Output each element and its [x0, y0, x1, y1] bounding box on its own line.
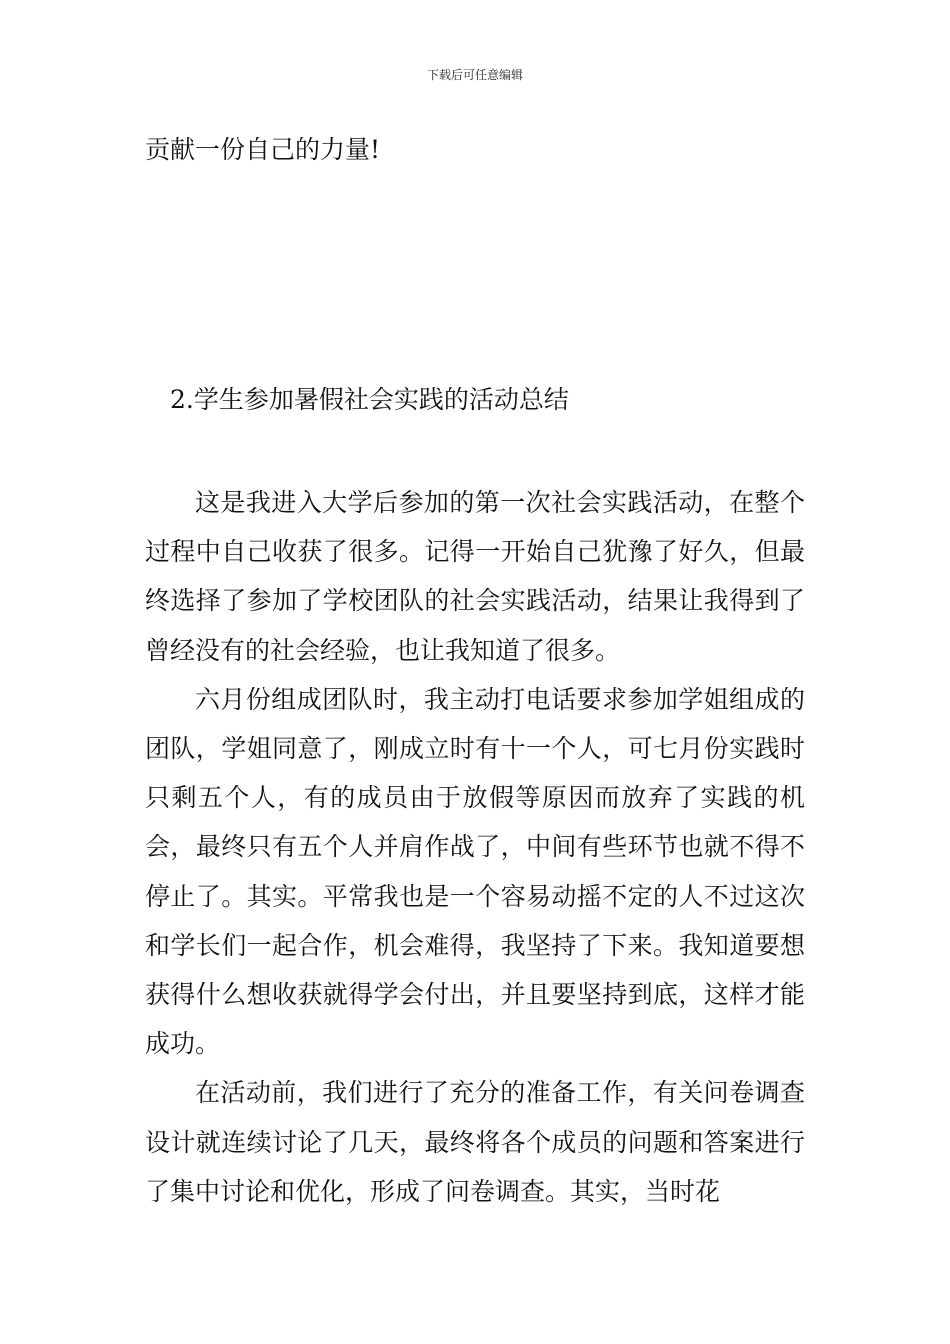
paragraph-2: 六月份组成团队时，我主动打电话要求参加学姐组成的团队，学姐同意了，刚成立时有十一个人，可七月份实践时只剩五个人，有的成员由于放假等原因而放弃了实践的机会，最终只有五个人并肩作战了，中间有些环节也就不得不停止了。其实。平常我也是一个容易动摇不定的人不过这次和学长们一起合作，机会难得，我坚持了下来。我知道要想获得什么想收获就得学会付出，并且要坚持到底，这样才能成功。	[145, 684, 805, 1059]
continued-text-fragment: 贡献一份自己的力量!	[145, 135, 381, 164]
paragraph-1: 这是我进入大学后参加的第一次社会实践活动，在整个过程中自己收获了很多。记得一开始自己犹豫了好久，但最终选择了参加了学校团队的社会实践活动，结果让我得到了曾经没有的社会经验，也让我知道了很多。	[145, 488, 805, 665]
header-note: 下载后可任意编辑	[426, 68, 523, 82]
section-heading: 2.学生参加暑假社会实践的活动总结	[170, 385, 569, 414]
body-text	[145, 478, 805, 1216]
paragraph-3: 在活动前，我们进行了充分的准备工作，有关问卷调查设计就连续讨论了几天，最终将各个成员的问题和答案进行了集中讨论和优化，形成了问卷调查。其实，当时花	[145, 1078, 805, 1206]
